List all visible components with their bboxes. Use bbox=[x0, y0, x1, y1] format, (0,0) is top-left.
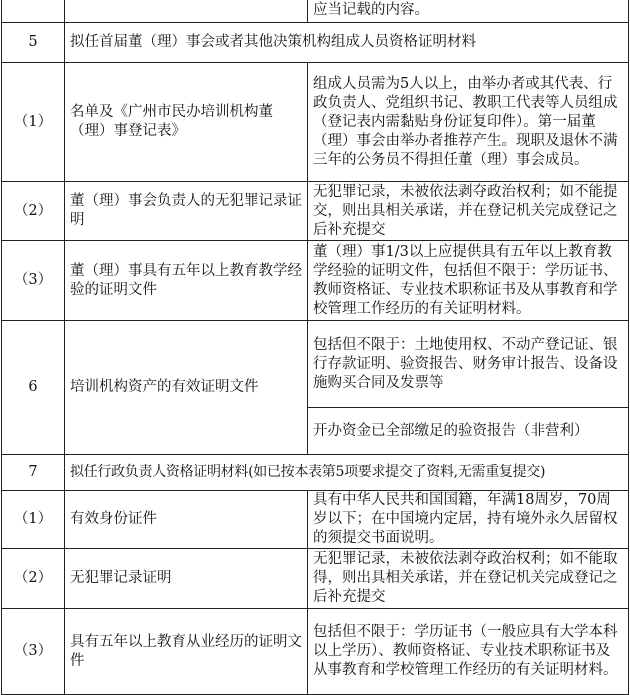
materials-table bbox=[1, 0, 629, 695]
table-row bbox=[2, 63, 629, 182]
item-desc: 无犯罪记录，未被依法剥夺政治权利；如不能取得，则出具相关承诺，并在登记机关完成登记之后补充提交 bbox=[308, 549, 629, 609]
item-desc: 应当记载的内容。 bbox=[308, 0, 629, 23]
item-name: 董（理）事会负责人的无犯罪记录证明 bbox=[65, 182, 308, 241]
row-number: （2） bbox=[2, 182, 65, 241]
item-desc: 具有中华人民共和国国籍，年满18周岁，70周岁以下；在中国境内定居，持有境外永久居留权的须提交书面说明。 bbox=[308, 491, 629, 549]
item-name: 培训机构资产的有效证明文件 bbox=[65, 321, 308, 455]
row-number: （2） bbox=[2, 549, 65, 609]
table-row bbox=[2, 491, 629, 549]
row-number: （3） bbox=[2, 609, 65, 695]
row-number: （1） bbox=[2, 63, 65, 182]
item-desc: 包括但不限于：土地使用权、不动产登记证、银行存款证明、验资报告、财务审计报告、设备设施购买合同及发票等 bbox=[308, 321, 629, 408]
table-row bbox=[2, 0, 629, 23]
section-number: 7 bbox=[2, 455, 65, 491]
row-number: （1） bbox=[2, 491, 65, 549]
section-title: 拟任行政负责人资格证明材料(如已按本表第5项要求提交了资料,无需重复提交) bbox=[65, 455, 629, 491]
table-row bbox=[2, 549, 629, 609]
section-title: 拟任首届董（理）事会或者其他决策机构组成人员资格证明材料 bbox=[65, 23, 629, 63]
item-desc: 无犯罪记录，未被依法剥夺政治权利；如不能提交，则出具相关承诺，并在登记机关完成登记之后补充提交 bbox=[308, 182, 629, 241]
section-number: 5 bbox=[2, 23, 65, 63]
item-desc: 开办资金已全部缴足的验资报告（非营利） bbox=[308, 408, 629, 455]
item-desc: 包括但不限于：学历证书（一般应具有大学本科以上学历）、教师资格证、专业技术职称证书及从事教育和学校管理工作经历的有关证明材料。 bbox=[308, 609, 629, 695]
section-number: 6 bbox=[2, 321, 65, 455]
table-row bbox=[2, 182, 629, 241]
item-name: 有效身份证件 bbox=[65, 491, 308, 549]
item-name: 名单及《广州市民办培训机构董（理）事登记表》 bbox=[65, 63, 308, 182]
table-row bbox=[2, 609, 629, 695]
item-desc: 组成人员需为5人以上，由举办者或其代表、行政负责人、党组织书记、教职工代表等人员组成（登记表内需黏贴身份证复印件）。第一届董（理）事会由举办者推荐产生。现职及退休不满三年的公务员不得担任董（理）事会成员。 bbox=[308, 63, 629, 182]
row-number: （3） bbox=[2, 241, 65, 321]
table-row bbox=[2, 241, 629, 321]
row-number bbox=[2, 0, 65, 23]
item-desc: 董（理）事1/3以上应提供具有五年以上教育教学经验的证明文件，包括但不限于：学历证书、教师资格证、专业技术职称证书及从事教育和学校管理工作经历的有关证明材料。 bbox=[308, 241, 629, 321]
item-name: 具有五年以上教育从业经历的证明文件 bbox=[65, 609, 308, 695]
table-row bbox=[2, 321, 629, 408]
item-name bbox=[65, 0, 308, 23]
section-row bbox=[2, 455, 629, 491]
item-name: 无犯罪记录证明 bbox=[65, 549, 308, 609]
item-name: 董（理）事具有五年以上教育教学经验的证明文件 bbox=[65, 241, 308, 321]
section-row bbox=[2, 23, 629, 63]
